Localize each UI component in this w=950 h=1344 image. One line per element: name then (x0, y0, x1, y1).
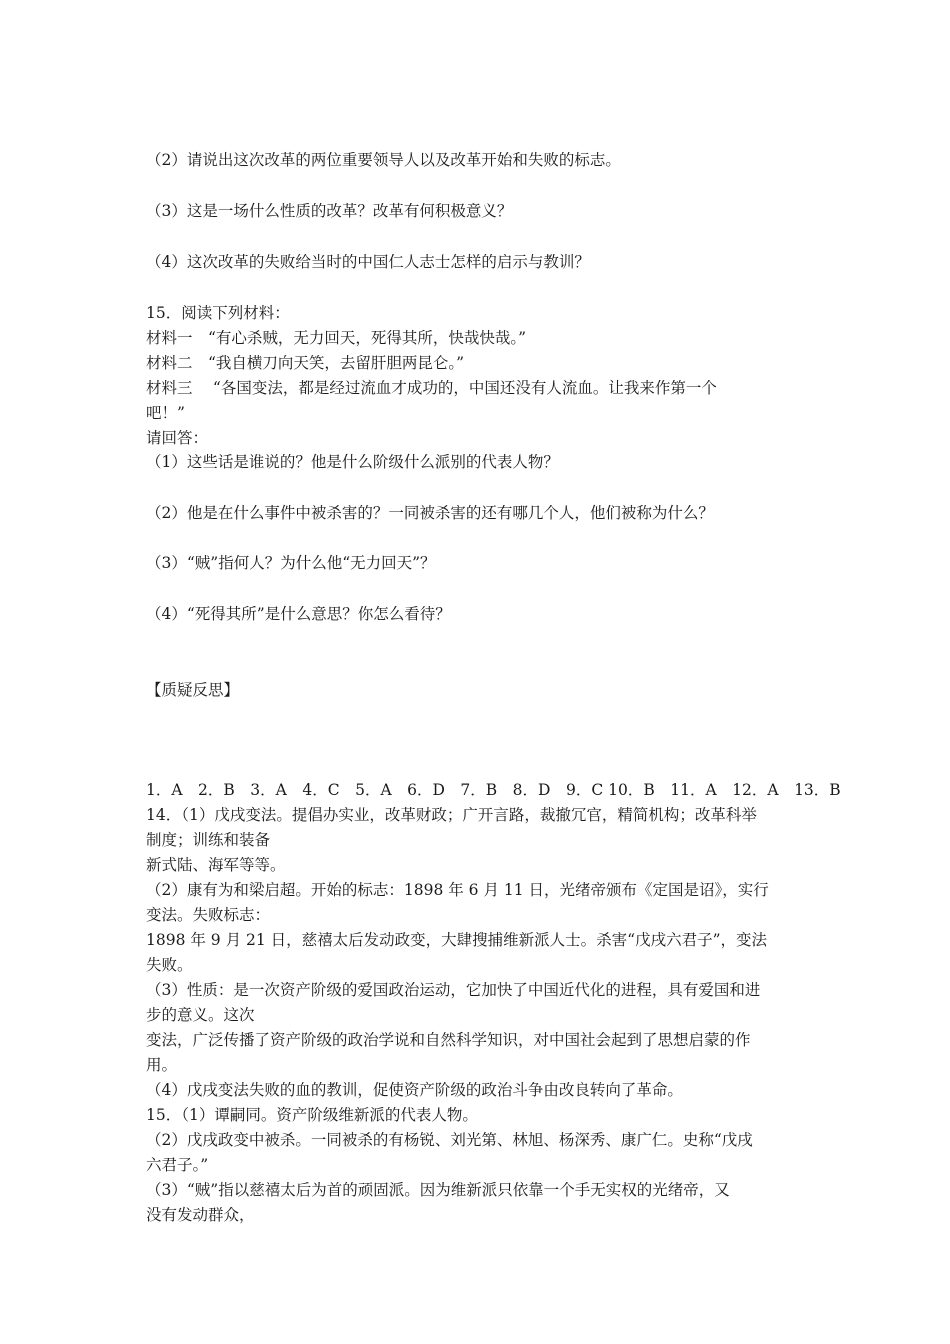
answer-14-2-line3: 1898 年 9 月 21 日，慈禧太后发动政变，大肆搜捕维新派人士。杀害“戊戌六君子”，变法 (146, 931, 768, 949)
answer-15-2-line1: （2）戊戌政变中被杀。一同被杀的有杨锐、刘光第、林旭、杨深秀、康广仁。史称“戊戌 (146, 1131, 753, 1149)
material-2: 材料二 “我自横刀向天笑，去留肝胆两昆仑。” (146, 354, 465, 372)
q14-2: （2）请说出这次改革的两位重要领导人以及改革开始和失败的标志。 (146, 151, 621, 169)
answer-15-1: 15．（1）谭嗣同。资产阶级维新派的代表人物。 (146, 1106, 478, 1124)
answer-14-3-line2: 步的意义。这次 (146, 1006, 255, 1024)
q15-3: （3）“贼”指何人？为什么他“无力回天”？ (146, 554, 436, 572)
q15-4: （4）“死得其所”是什么意思？你怎么看待？ (146, 605, 451, 623)
q14-3: （3）这是一场什么性质的改革？改革有何积极意义？ (146, 202, 513, 220)
answer-14-2-line4: 失败。 (146, 956, 193, 974)
q15-2: （2）他是在什么事件中被杀害的？一同被杀害的还有哪几个人，他们被称为什么？ (146, 504, 714, 522)
material-3-line2: 吧！” (146, 404, 185, 422)
reflection-heading: 【质疑反思】 (146, 681, 240, 699)
answer-14-1-line2: 制度；训练和装备 (146, 831, 271, 849)
q15-heading: 15．阅读下列材料： (146, 304, 290, 322)
answer-14-2-line2: 变法。失败标志： (146, 906, 271, 924)
answer-14-3-line1: （3）性质：是一次资产阶级的爱国政治运动，它加快了中国近代化的进程，具有爱国和进 (146, 981, 761, 999)
answer-14-2-line1: （2）康有为和梁启超。开始的标志：1898 年 6 月 11 日，光绪帝颁布《定国是诏》，实行 (146, 881, 769, 899)
material-1: 材料一 “有心杀贼，无力回天，死得其所，快哉快哉。” (146, 329, 527, 347)
answer-14-1-line1: 14．（1）戊戌变法。提倡办实业，改革财政；广开言路，裁撤冗官，精简机构；改革科举 (146, 806, 757, 824)
answer-15-2-line2: 六君子。” (146, 1156, 209, 1174)
material-3-line1: 材料三 “各国变法，都是经过流血才成功的，中国还没有人流血。让我来作第一个 (146, 379, 717, 397)
answer-14-3-line3: 变法，广泛传播了资产阶级的政治学说和自然科学知识，对中国社会起到了思想启蒙的作 (146, 1031, 751, 1049)
answer-14-4: （4）戊戌变法失败的血的教训，促使资产阶级的政治斗争由改良转向了革命。 (146, 1081, 683, 1099)
answer-15-3-line1: （3）“贼”指以慈禧太后为首的顽固派。因为维新派只依靠一个手无实权的光绪帝，又 (146, 1181, 730, 1199)
q14-4: （4）这次改革的失败给当时的中国仁人志士怎样的启示与教训？ (146, 253, 590, 271)
answer-15-3-line2: 没有发动群众， (146, 1206, 255, 1224)
answer-prompt: 请回答： (146, 429, 209, 447)
answer-14-3-line4: 用。 (146, 1056, 178, 1074)
choice-answers: 1．A 2．B 3．A 4．C 5．A 6．D 7．B 8．D 9．C 10．B 11．A 12．A 13．B (146, 781, 841, 799)
q15-1: （1）这些话是谁说的？他是什么阶级什么派别的代表人物？ (146, 453, 559, 471)
answer-14-1-line3: 新式陆、海军等等。 (146, 856, 286, 874)
